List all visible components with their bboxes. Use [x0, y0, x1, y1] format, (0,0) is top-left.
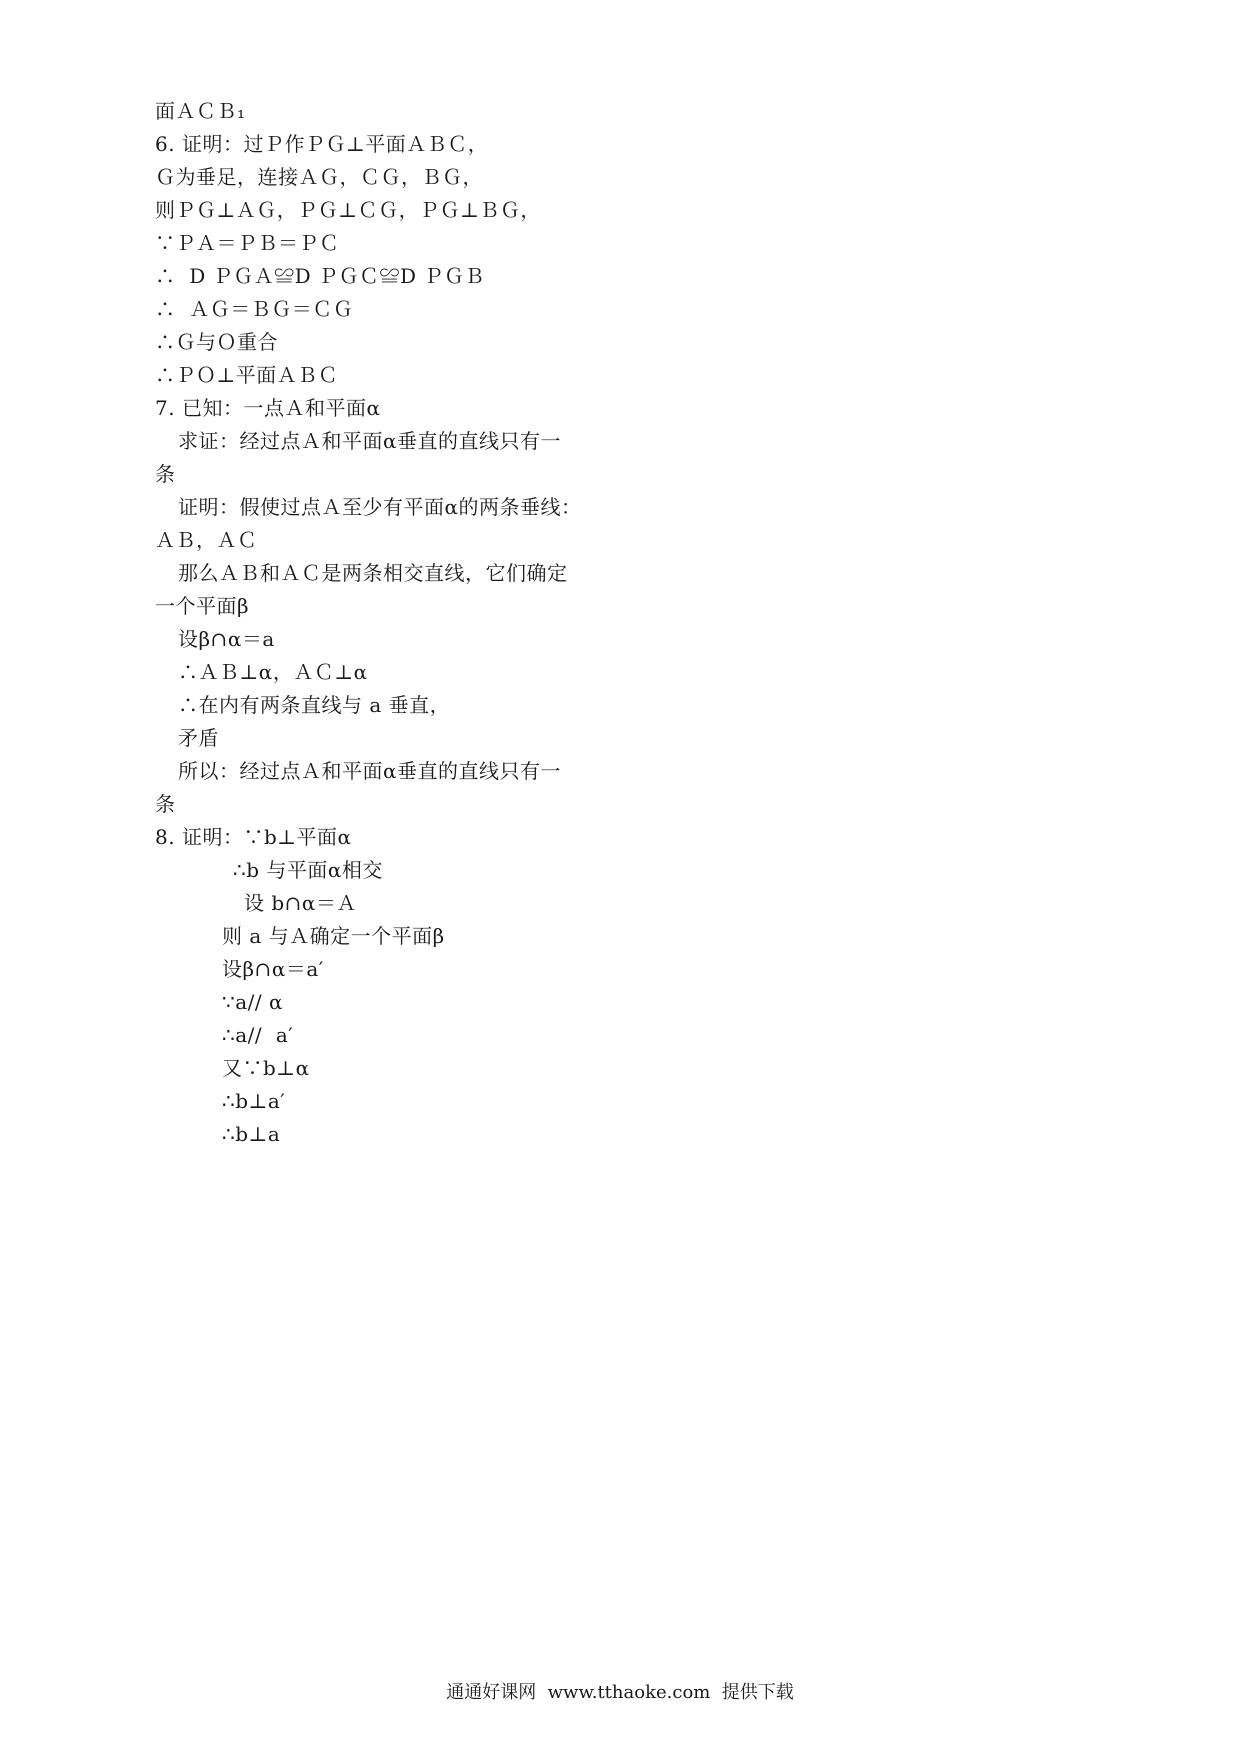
text-line: ∴ＡＢ⊥α，ＡＣ⊥α [178, 660, 368, 684]
text-line: 一个平面β [155, 594, 250, 618]
text-line: 设β∩α＝a′ [222, 957, 324, 981]
text-line: 条 [155, 462, 176, 486]
text-line: ∴在内有两条直线与 a 垂直， [178, 693, 451, 717]
text-line: 又∵b⊥α [222, 1056, 310, 1080]
text-line: ∴a// a′ [222, 1023, 294, 1047]
text-line: 证明：假使过点Ａ至少有平面α的两条垂线： [178, 495, 582, 519]
text-line: 设 b∩α＝Ａ [244, 891, 357, 915]
text-line: ∴b⊥a [222, 1122, 281, 1146]
text-line: 7. 已知：一点Ａ和平面α [155, 396, 381, 420]
text-line: ∴Ｇ与Ｏ重合 [155, 330, 278, 354]
text-line: ∵a// α [222, 990, 283, 1014]
text-line: 8. 证明：∵b⊥平面α [155, 825, 352, 849]
text-line: 设β∩α＝a [178, 627, 275, 651]
text-line: ∴ D ＰＧＡ≌D ＰＧＣ≌D ＰＧＢ [155, 264, 485, 288]
text-line: 矛盾 [178, 726, 219, 750]
text-line: ∴b 与平面α相交 [233, 858, 383, 882]
text-line: 所以：经过点Ａ和平面α垂直的直线只有一 [178, 759, 562, 783]
text-line: 6. 证明：过Ｐ作ＰＧ⊥平面ＡＢＣ， [155, 132, 489, 156]
text-line: 那么ＡＢ和ＡＣ是两条相交直线，它们确定 [178, 561, 568, 585]
text-line: ＡＢ，ＡＣ [155, 528, 258, 552]
text-line: 则 a 与Ａ确定一个平面β [222, 924, 445, 948]
text-line: ∴ ＡＧ＝ＢＧ＝ＣＧ [155, 297, 354, 321]
text-line: ∵ＰＡ＝ＰＢ＝ＰＣ [155, 231, 340, 255]
text-line: ∴b⊥a′ [222, 1089, 286, 1113]
page-footer: 通通好课网 www.tthaoke.com 提供下载 [446, 1682, 794, 1703]
text-line: 条 [155, 792, 176, 816]
text-line: ∴ＰＯ⊥平面ＡＢＣ [155, 363, 339, 387]
text-line: Ｇ为垂足，连接ＡＧ，ＣＧ，ＢＧ， [155, 165, 483, 189]
text-line: 求证：经过点Ａ和平面α垂直的直线只有一 [178, 429, 562, 453]
text-line: 则ＰＧ⊥ＡＧ，ＰＧ⊥ＣＧ，ＰＧ⊥ＢＧ， [155, 198, 541, 222]
text-line: 面ＡＣＢ₁ [155, 99, 246, 123]
